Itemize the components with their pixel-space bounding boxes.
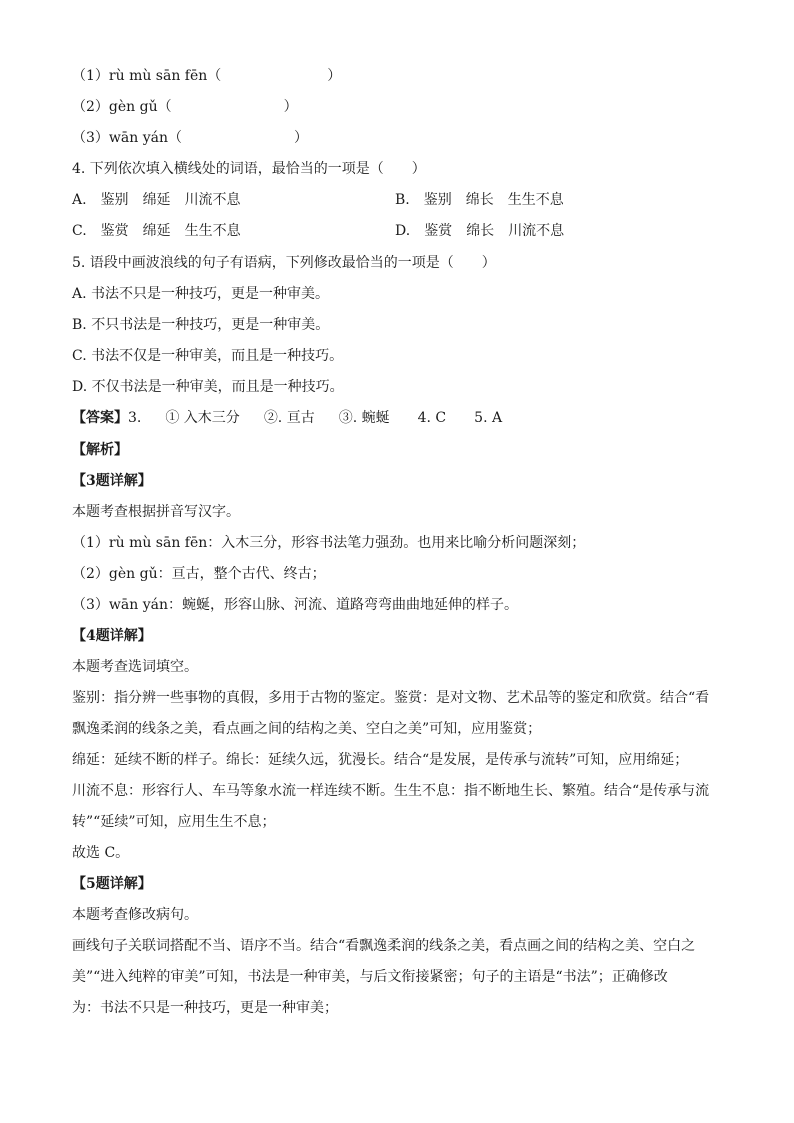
question-5-option-a: A. 书法不只是一种技巧，更是一种审美。 (72, 286, 330, 302)
q5-detail-line: 美”“进入纯粹的审美”可知，书法是一种审美，与后文衔接紧密；句子的主语是“书法”；正确修改 (72, 969, 668, 985)
analysis-label: 【解析】 (72, 442, 128, 458)
q5-detail-heading: 【5题详解】 (72, 876, 152, 892)
q5-detail-line: 画线句子关联词搭配不当、语序不当。结合“看飘逸柔润的线条之美，看点画之间的结构之美、空白之 (72, 938, 696, 954)
question-4-options-row-1 (72, 190, 722, 210)
pinyin-item-3: （3）wān yán（ ） (72, 130, 308, 146)
question-4-options-row-2 (72, 221, 722, 241)
option-a: A. 鉴别 绵延 川流不息 (72, 192, 241, 208)
option-b: B. 鉴别 绵长 生生不息 (395, 192, 564, 208)
q4-detail-heading: 【4题详解】 (72, 628, 152, 644)
option-d: D. 鉴赏 绵长 川流不息 (395, 223, 565, 239)
q3-detail-line: （2）gèn gǔ：亘古，整个古代、终古； (72, 566, 326, 582)
pinyin-item-1: （1）rù mù sān fēn（ ） (72, 68, 342, 84)
answer-label: 【答案】 (72, 410, 128, 426)
q4-detail-line: 转”“延续”可知，应用生生不息； (72, 814, 276, 830)
pinyin-item-2: （2）gèn gǔ（ ） (72, 99, 298, 115)
q4-detail-line: 鉴别：指分辨一些事物的真假，多用于古物的鉴定。鉴赏：是对文物、艺术品等的鉴定和欣赏。结合“看 (72, 690, 710, 706)
question-5-option-b: B. 不只书法是一种技巧，更是一种审美。 (72, 317, 330, 333)
question-4-stem: 4. 下列依次填入横线处的词语，最恰当的一项是（ ） (72, 161, 426, 177)
q5-detail-line: 为：书法不只是一种技巧，更是一种审美； (72, 1000, 338, 1016)
q4-detail-line: 川流不息：形容行人、车马等象水流一样连续不断。生生不息：指不断地生长、繁殖。结合“是传承与流 (72, 783, 710, 799)
q4-detail-intro: 本题考查选词填空。 (72, 659, 198, 675)
q3-detail-heading: 【3题详解】 (72, 473, 152, 489)
q3-detail-intro: 本题考查根据拼音写汉字。 (72, 504, 240, 520)
q4-detail-line: 绵延：延续不断的样子。绵长：延续久远，犹漫长。结合“是发展，是传承与流转”可知，应用绵延； (72, 752, 689, 768)
q4-detail-line: 故选 C。 (72, 845, 130, 861)
q3-detail-line: （1）rù mù sān fēn：入木三分，形容书法笔力强劲。也用来比喻分析问题深刻； (72, 535, 586, 551)
answer-line: 【答案】3. ① 入木三分 ②. 亘古 ③. 蜿蜒 4. C 5. A (72, 410, 503, 426)
q3-detail-line: （3）wān yán：蜿蜒，形容山脉、河流、道路弯弯曲曲地延伸的样子。 (72, 597, 518, 613)
question-5-option-d: D. 不仅书法是一种审美，而且是一种技巧。 (72, 379, 344, 395)
q5-detail-intro: 本题考查修改病句。 (72, 907, 198, 923)
option-c: C. 鉴赏 绵延 生生不息 (72, 223, 241, 239)
question-5-option-c: C. 书法不仅是一种审美，而且是一种技巧。 (72, 348, 344, 364)
q4-detail-line: 飘逸柔润的线条之美，看点画之间的结构之美、空白之美”可知，应用鉴赏； (72, 721, 542, 737)
question-5-stem: 5. 语段中画波浪线的句子有语病，下列修改最恰当的一项是（ ） (72, 255, 496, 271)
